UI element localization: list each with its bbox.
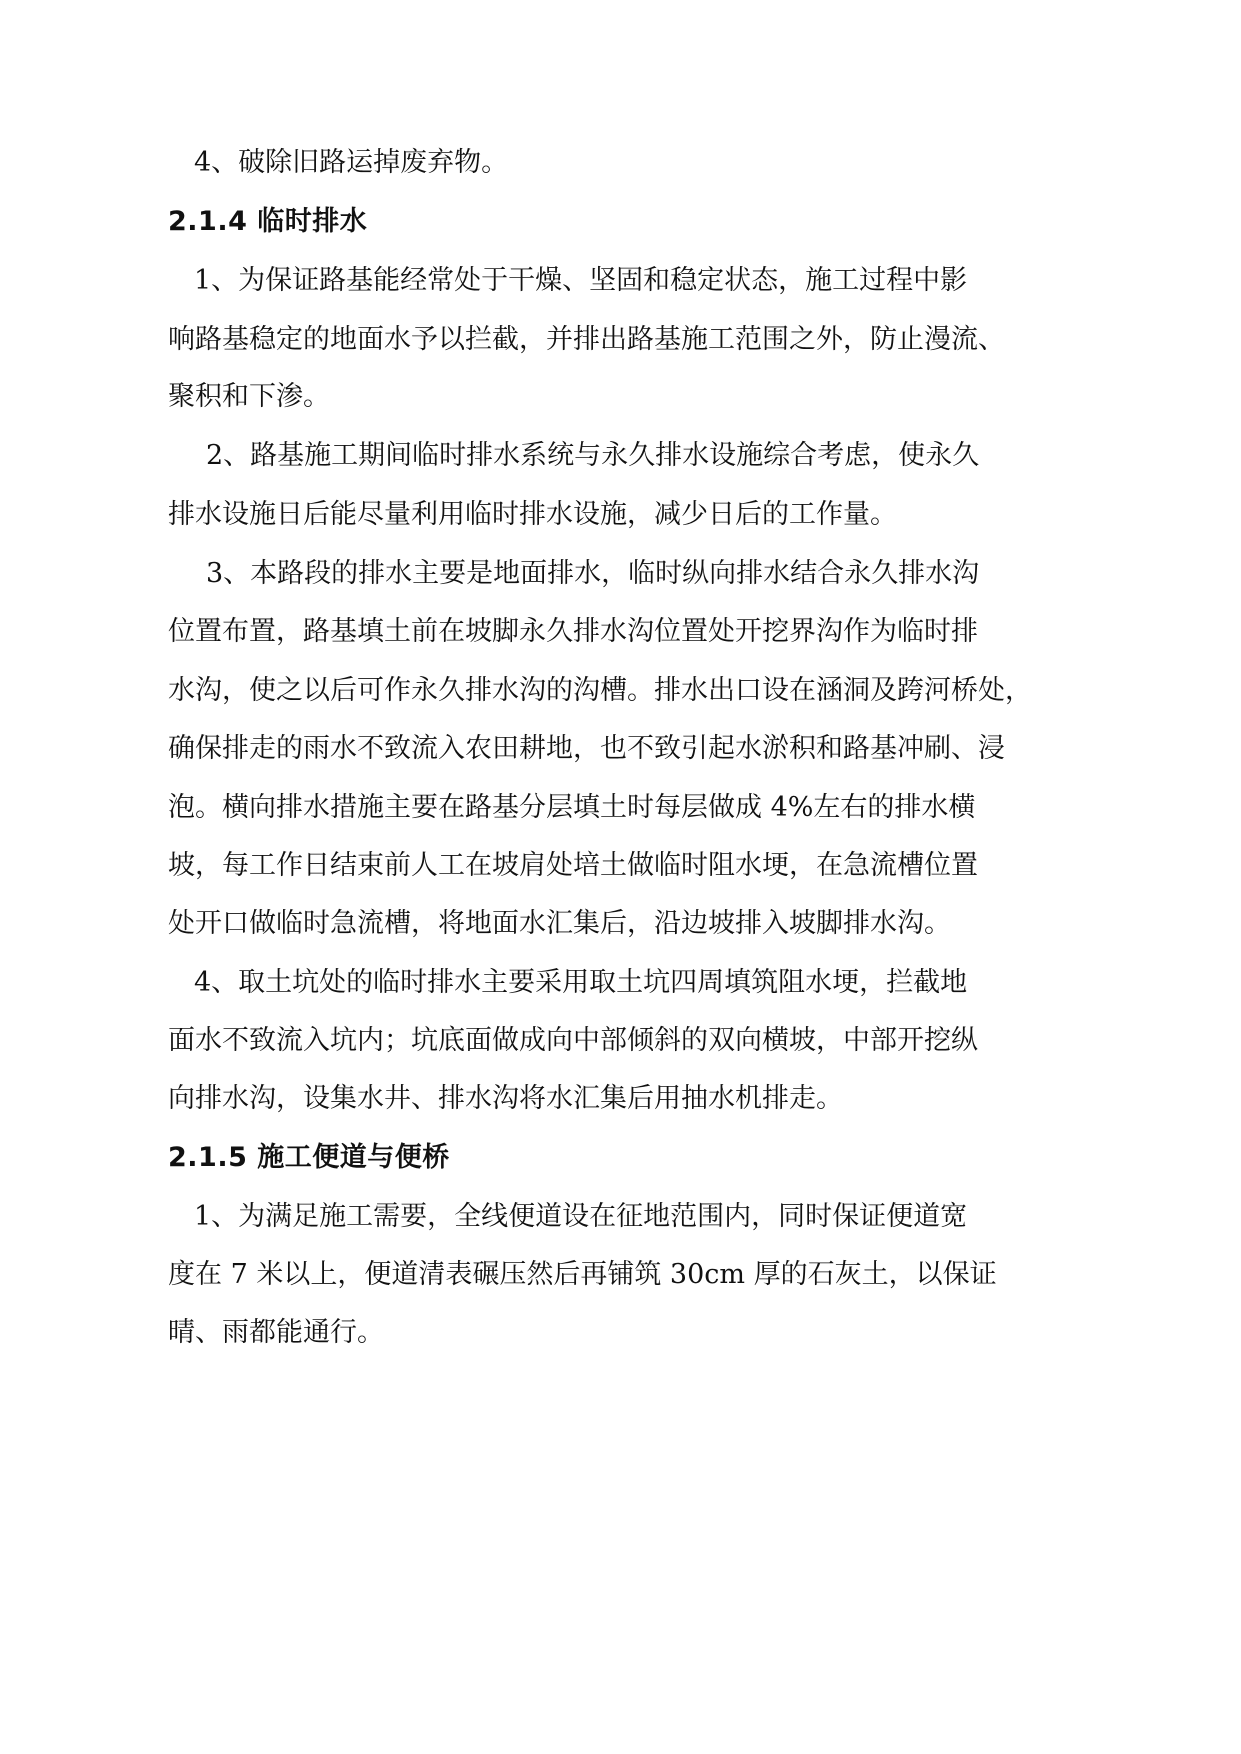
paragraph-line: 晴、雨都能通行。 [168, 1317, 384, 1348]
paragraph-line: 排水设施日后能尽量利用临时排水设施，减少日后的工作量。 [168, 499, 897, 530]
paragraph-line: 泡。横向排水措施主要在路基分层填土时每层做成 4%左右的排水横 [168, 792, 976, 823]
paragraph-line: 位置布置，路基填土前在坡脚永久排水沟位置处开挖界沟作为临时排 [168, 616, 978, 647]
paragraph-line: 度在 7 米以上，便道清表碾压然后再铺筑 30cm 厚的石灰土，以保证 [168, 1259, 997, 1290]
paragraph-line: 3、本路段的排水主要是地面排水，临时纵向排水结合永久排水沟 [206, 558, 980, 589]
item-4-old-road: 4、破除旧路运掉废弃物。 [194, 147, 509, 178]
paragraph-line: 处开口做临时急流槽，将地面水汇集后，沿边坡排入坡脚排水沟。 [168, 908, 951, 939]
paragraph-line: 坡，每工作日结束前人工在坡肩处培土做临时阻水埂，在急流槽位置 [168, 850, 978, 881]
paragraph-line: 1、为保证路基能经常处于干燥、坚固和稳定状态，施工过程中影 [194, 265, 968, 296]
paragraph-line: 确保排走的雨水不致流入农田耕地，也不致引起水淤积和路基冲刷、浸 [168, 733, 1005, 764]
section-heading-2-1-4: 2.1.4 临时排水 [168, 206, 368, 237]
paragraph-line: 1、为满足施工需要，全线便道设在征地范围内，同时保证便道宽 [194, 1201, 968, 1232]
paragraph-line: 响路基稳定的地面水予以拦截，并排出路基施工范围之外，防止漫流、 [168, 324, 1005, 355]
paragraph-line: 2、路基施工期间临时排水系统与永久排水设施综合考虑，使永久 [206, 440, 980, 471]
section-heading-2-1-5: 2.1.5 施工便道与便桥 [168, 1142, 450, 1173]
paragraph-line: 4、取土坑处的临时排水主要采用取土坑四周填筑阻水埂，拦截地 [194, 967, 968, 998]
paragraph-line: 水沟，使之以后可作永久排水沟的沟槽。排水出口设在涵洞及跨河桥处， [168, 675, 1032, 706]
paragraph-line: 向排水沟，设集水井、排水沟将水汇集后用抽水机排走。 [168, 1083, 843, 1114]
paragraph-line: 面水不致流入坑内；坑底面做成向中部倾斜的双向横坡，中部开挖纵 [168, 1025, 978, 1056]
paragraph-line: 聚积和下渗。 [168, 381, 330, 412]
